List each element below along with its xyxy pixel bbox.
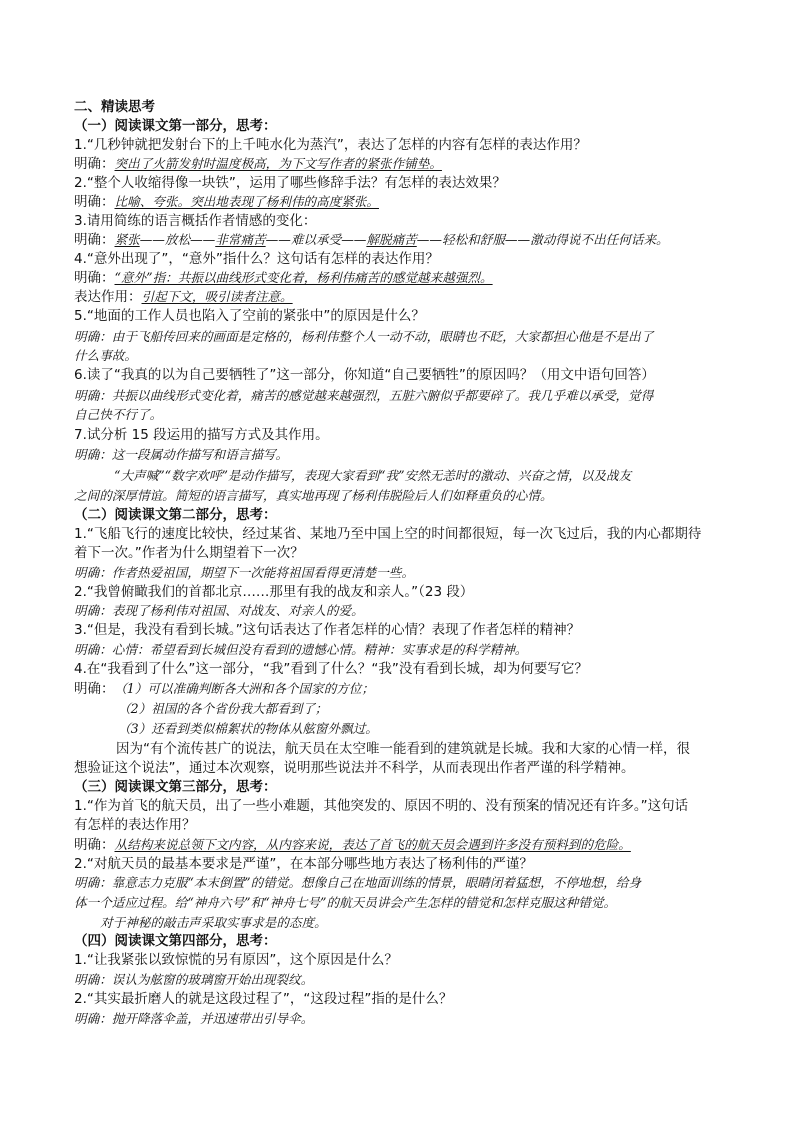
answer-continued: 自己快不行了。 (74, 407, 163, 422)
part-heading: （一）阅读课文第一部分，思考： (74, 118, 277, 134)
section-heading: 二、精读思考 (74, 99, 155, 115)
part-heading: （二）阅读课文第二部分，思考： (74, 507, 277, 523)
answer: 明确：从结构来说总领下文内容，从内容来说，表达了首飞的航天员会遇到许多没有预料到的危险。 (74, 837, 631, 853)
question: 5.“地面的工作人员也陷入了空前的紧张中”的原因是什么？ (74, 308, 425, 324)
answer: 明确：突出了火箭发射时温度极高，为下文写作者的紧张作铺垫。 (74, 156, 442, 172)
answer-continued: 对于神秘的敲击声采取实事求是的态度。 (100, 915, 327, 930)
answer: 明确：这一段属动作描写和语言描写。 (74, 447, 289, 462)
question: 1.“几秒钟就把发射台下的上千吨水化为蒸汽”，表达了怎样的内容有怎样的表达作用？ (74, 137, 587, 153)
answer: 明确：误认为舷窗的玻璃窗开始出现裂纹。 (74, 972, 314, 987)
part-heading: （四）阅读课文第四部分，思考： (74, 933, 277, 949)
question: 2.“整个人收缩得像一块铁”，运用了哪些修辞手法？有怎样的表达效果？ (74, 175, 506, 191)
question-continued: 有怎样的表达作用？ (74, 817, 196, 833)
question: 3.请用简练的语言概括作者情感的变化： (74, 213, 317, 229)
question: 2.“我曾俯瞰我们的首都北京……那里有我的战友和亲人。”（23 段） (74, 584, 474, 600)
answer: 明确：靠意志力克服“本末倒置”的错觉。想像自己在地面训练的情景，眼睛闭着猛想，不停地想，给身 (74, 875, 642, 890)
answer: 明确：紧张——放松——非常痛苦——难以承受——解脱痛苦——轻松和舒服——激动得说不出任何话来。 (74, 232, 669, 248)
question: 7.试分析 15 段运用的描写方式及其作用。 (74, 427, 329, 443)
question: 4.在“我看到了什么”这一部分，“我”看到了什么？“我”没有看到长城，却为何要写它？ (74, 661, 588, 677)
answer: 明确：心情：希望看到长城但没有看到的遗憾心情。精神：实事求是的科学精神。 (74, 642, 528, 657)
answer-paragraph-continued: 之间的深厚情谊。简短的语言描写，真实地再现了杨利伟脱险后人们如释重负的心情。 (74, 488, 553, 503)
answer: 表达作用：引起下文，吸引读者注意。 (74, 289, 293, 305)
answer: 明确：作者热爱祖国，期望下一次能将祖国看得更清楚一些。 (74, 565, 415, 580)
answer: 明确：共振以曲线形式变化着，痛苦的感觉越来越强烈，五脏六腑似乎都要碎了。我几乎难以承受，觉得 (74, 388, 654, 403)
question: 4.“意外出现了”，“意外”指什么？这句话有怎样的表达作用？ (74, 251, 439, 267)
question: 3.“但是，我没有看到长城。”这句话表达了作者怎样的心情？表现了作者怎样的精神？ (74, 622, 581, 638)
answer-continued: 什么事故。 (74, 348, 137, 363)
question-continued: 着下一次。”作者为什么期望着下一次？ (74, 545, 304, 561)
answer: 明确： （1）可以准确判断各大洲和各个国家的方位； (74, 681, 375, 697)
answer: 明确：抛开降落伞盖，并迅速带出引导伞。 (74, 1011, 314, 1026)
question: 6.读了“我真的以为自己要牺牲了”这一部分，你知道“自己要牺牲”的原因吗？（用文中语句回答） (74, 367, 655, 383)
answer: 明确：由于飞船传回来的画面是定格的，杨利伟整个人一动不动，眼睛也不眨，大家都担心他是不是出了 (74, 329, 654, 344)
answer: 明确：“意外”指：共振以曲线形式变化着，杨利伟痛苦的感觉越来越强烈。 (74, 270, 493, 286)
question: 2.“对航天员的最基本要求是严谨”，在本部分哪些地方表达了杨利伟的严谨？ (74, 856, 533, 872)
part-heading: （三）阅读课文第三部分，思考： (74, 779, 277, 795)
answer-paragraph-continued: 想验证这个说法”，通过本次观察，说明那些说法并不科学，从而表现出作者严谨的科学精神。 (74, 760, 635, 776)
question: 1.“飞船飞行的速度比较快，经过某省、某地乃至中国上空的时间都很短，每一次飞过后，我的内心都期待 (74, 526, 702, 542)
answer: 明确：表现了杨利伟对祖国、对战友、对亲人的爱。 (74, 603, 364, 618)
question: 2.“其实最折磨人的就是这段过程了”，“这段过程”指的是什么？ (74, 991, 453, 1007)
answer-paragraph: 因为“有个流传甚广的说法，航天员在太空唯一能看到的建筑就是长城。我和大家的心情一样，很 (116, 741, 690, 757)
answer-paragraph: “大声喊”“数字欢呼”是动作描写，表现大家看到“我”安然无恙时的激动、兴奋之情，以及战友 (114, 468, 632, 483)
question: 1.“让我紧张以致惊慌的另有原因”，这个原因是什么？ (74, 952, 398, 968)
answer-continued: 体一个适应过程。给“神舟六号”和“神舟七号”的航天员讲会产生怎样的错觉和怎样克服这种错觉。 (74, 895, 617, 910)
answer-item: （2）祖国的各个省份我大都看到了； (118, 701, 328, 716)
answer-item: （3）还看到类似棉絮状的物体从舷窗外飘过。 (118, 721, 378, 736)
question: 1.“作为首飞的航天员，出了一些小难题，其他突发的、原因不明的、没有预案的情况还有许多。”这句话 (74, 798, 689, 814)
answer: 明确：比喻、夸张。突出地表现了杨利伟的高度紧张。 (74, 194, 379, 210)
